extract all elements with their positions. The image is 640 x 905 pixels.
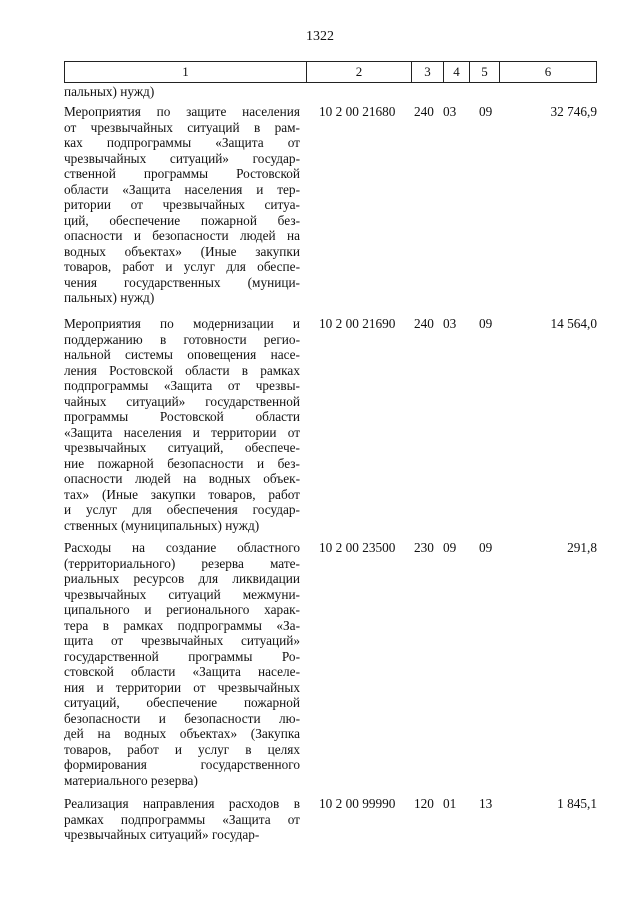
row-code: 10 2 00 21690 (319, 316, 396, 331)
description-line: ритории от чрезвычайных ситуа- (64, 197, 300, 212)
header-col-6: 6 (499, 62, 596, 82)
row-section: 03 (443, 104, 457, 119)
description-line: Реализация направления расходов в (64, 796, 300, 811)
description-line: чрезвычайных ситуаций, обеспече- (64, 440, 300, 455)
description-line: программы Ростовской области (64, 409, 300, 424)
row-code: 10 2 00 21680 (319, 104, 396, 119)
table-header (64, 61, 597, 83)
row-code: 10 2 00 23500 (319, 540, 396, 555)
description-line: чения государственных (муници- (64, 274, 300, 290)
row-code: 10 2 00 99990 (319, 796, 396, 811)
continuation-text: пальных) нужд) (64, 84, 155, 99)
row-description (64, 316, 300, 533)
description-line: ления Ростовской области в рамках (64, 362, 300, 378)
description-line: щита от чрезвычайных ситуаций» (64, 633, 300, 648)
description-line: Мероприятия по модернизации и (64, 316, 300, 331)
description-line: чрезвычайных ситуаций» государ- (64, 827, 260, 842)
row-section: 03 (443, 316, 457, 331)
description-line: тера в рамках подпрограммы «За- (64, 617, 300, 633)
description-line: формирования государственного (64, 757, 300, 772)
row-amount: 32 746,9 (550, 104, 597, 119)
description-line: рамках подпрограммы «Защита от (64, 811, 300, 827)
header-col-4: 4 (443, 62, 469, 82)
description-line: чрезвычайных ситуаций» государ- (64, 150, 300, 166)
description-line: безопасности и безопасности лю- (64, 710, 300, 726)
row-amount: 1 845,1 (557, 796, 597, 811)
header-col-3: 3 (411, 62, 443, 82)
description-line: товаров, работ и услуг для обеспе- (64, 259, 300, 274)
description-line: от чрезвычайных ситуаций в рам- (64, 119, 300, 135)
description-line: ципального и регионального харак- (64, 602, 300, 617)
row-description (64, 104, 300, 306)
description-line: поддержанию в готовности регио- (64, 331, 300, 347)
description-line: ках подпрограммы «Защита от (64, 135, 300, 150)
row-subsection: 09 (479, 540, 493, 555)
description-line: пальных) нужд) (64, 290, 155, 305)
row-amount: 14 564,0 (550, 316, 597, 331)
row-section: 01 (443, 796, 457, 811)
description-line: ситуаций, обеспечение пожарной (64, 695, 300, 710)
description-line: опасности людей на водных объек- (64, 471, 300, 486)
description-line: чрезвычайных ситуаций межмуни- (64, 586, 300, 602)
description-line: ственной программы Ростовской (64, 166, 300, 181)
description-line: области «Защита населения и тер- (64, 181, 300, 197)
description-line: нальной системы оповещения насе- (64, 347, 300, 362)
row-amount: 291,8 (567, 540, 597, 555)
description-line: водных объектах» (Иные закупки (64, 243, 300, 259)
description-line: Мероприятия по защите населения (64, 104, 300, 119)
description-line: материального резерва) (64, 772, 198, 788)
row-subsection: 09 (479, 104, 493, 119)
description-line: дей на водных объектах» (Закупка (64, 726, 300, 741)
description-line: товаров, работ и услуг в целях (64, 741, 300, 757)
header-col-5: 5 (469, 62, 499, 82)
description-line: (территориального) резерва мате- (64, 555, 300, 571)
description-line: стовской области «Защита населе- (64, 664, 300, 679)
description-line: и услуг для обеспечения государ- (64, 502, 300, 517)
description-line: риальных ресурсов для ликвидации (64, 571, 300, 586)
page-number: 1322 (306, 29, 334, 44)
description-line: опасности и безопасности людей на (64, 228, 300, 243)
description-line: чайных ситуаций» государственной (64, 393, 300, 409)
description-line: государственной программы Ро- (64, 648, 300, 664)
description-line: ние пожарной безопасности и без- (64, 455, 300, 471)
description-line: ций, обеспечение пожарной без- (64, 212, 300, 228)
row-expense-type: 230 (414, 540, 434, 555)
description-line: тах» (Иные закупки товаров, работ (64, 486, 300, 502)
row-subsection: 09 (479, 316, 493, 331)
description-line: ния и территории от чрезвычайных (64, 679, 300, 695)
row-expense-type: 120 (414, 796, 434, 811)
row-expense-type: 240 (414, 316, 434, 331)
description-line: подпрограммы «Защита от чрезвы- (64, 378, 300, 393)
row-description (64, 796, 300, 843)
description-line: Расходы на создание областного (64, 540, 300, 555)
row-description (64, 540, 300, 788)
description-line: ственных (муниципальных) нужд) (64, 517, 260, 533)
row-subsection: 13 (479, 796, 493, 811)
row-expense-type: 240 (414, 104, 434, 119)
row-section: 09 (443, 540, 457, 555)
header-col-1: 1 (182, 64, 189, 79)
header-col-2: 2 (306, 62, 411, 82)
description-line: «Защита населения и территории от (64, 424, 300, 440)
